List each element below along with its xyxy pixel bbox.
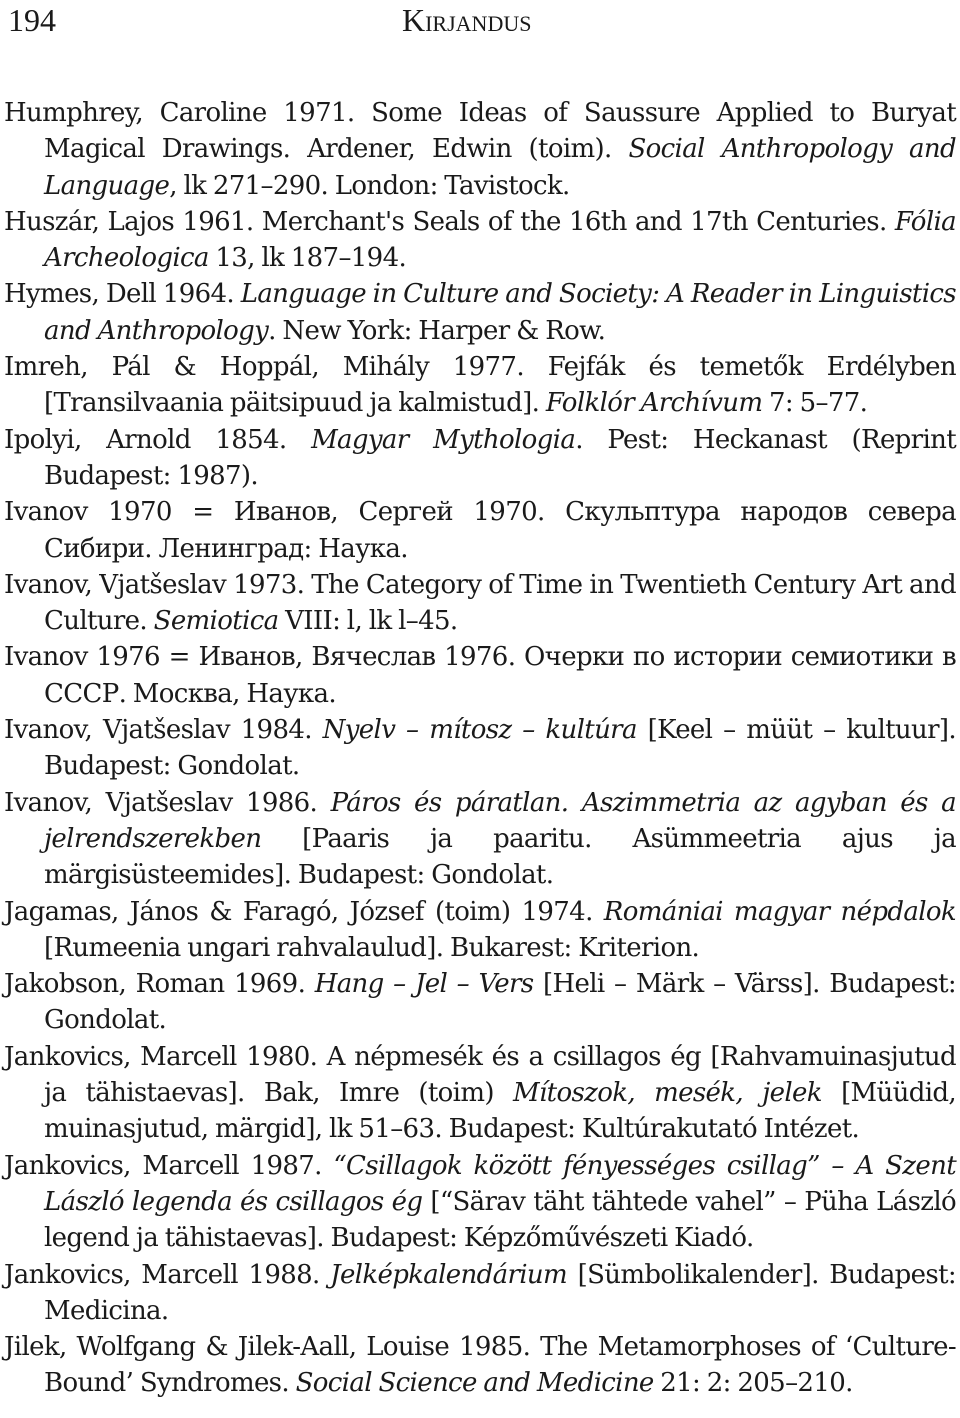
page-number: 194 [8,2,56,38]
bibliography-entry: Ivanov, Vjatšeslav 1973. The Category of Time in Twentieth Century Art and Culture. Semiotica VIII: l, lk l–45. [4,569,956,637]
bibliography-list [4,95,956,1402]
bibliography-entry: Ivanov 1976 = Иванов, Вячеслав 1976. Очерки по истории семиотики в СССР. Москва, Наука. [4,642,956,709]
bibliography-entry: Jakobson, Roman 1969. Hang – Jel – Vers [Heli – Märk – Värss]. Budapest: Gondolat. [4,969,956,1036]
running-header [4,0,956,40]
bibliography-entry: Imreh, Pál & Hoppál, Mihály 1977. Fejfák és temetők Erdélyben [Transilvaania päitsipuud ja kalmistud]. Folklór Archívum 7: 5–77. [4,352,956,419]
bibliography-entry: Jankovics, Marcell 1980. A népmesék és a csillagos ég [Rahvamuinasjutud ja tähistaevas]. Bak, Imre (toim) Mítoszok, mesék, jelek [Müüdid, muinasjutud, märgid], lk 51–63. Budapest: Kultúrakutató Intézet. [4,1041,956,1145]
bibliography-entry: Humphrey, Caroline 1971. Some Ideas of Saussure Applied to Buryat Magical Drawings. Ardener, Edwin (toim). Social Anthropology and Language, lk 271–290. London: Tavistock. [4,98,956,201]
bibliography-entry: Jilek, Wolfgang & Jilek-Aall, Louise 1985. The Metamorphoses of ‘Culture-Bound’ Syndromes. Social Science and Medicine 21: 2: 205–210. [4,1332,956,1399]
running-title: Kirjandus [402,2,532,38]
bibliography-entry: Ivanov, Vjatšeslav 1986. Páros és páratlan. Aszimmetria az agyban és a jelrendszerekben [Paaris ja paaritu. Asümmeetria ajus ja märgisüsteemides]. Budapest: Gondolat. [4,787,956,891]
bibliography-entry: Jankovics, Marcell 1988. Jelképkalendárium [Sümbolikalender]. Budapest: Medicina. [4,1259,957,1326]
bibliography-entry: Ivanov, Vjatšeslav 1984. Nyelv – mítosz – kultúra [Keel – müüt – kultuur]. Budapest: Gondolat. [4,715,957,782]
bibliography-entry: Jankovics, Marcell 1987. “Csillagok között fényességes csillag” – A Szent László legenda és csillagos ég [“Särav täht tähtede vahel” – Püha László legend ja tähistaevas]. Budapest: Képzőművészeti Kiadó. [4,1150,956,1254]
bibliography-entry: Huszár, Lajos 1961. Merchant's Seals of the 16th and 17th Centuries. Fólia Archeologica 13, lk 187–194. [4,206,956,274]
bibliography-entry: Hymes, Dell 1964. Language in Culture and Society: A Reader in Linguistics and Anthropology. New York: Harper & Row. [4,279,956,346]
bibliography-entry: Jagamas, János & Faragó, József (toim) 1974. Romániai magyar népdalok [Rumeenia ungari rahvalaulud]. Bukarest: Kriterion. [4,896,956,963]
bibliography-entry: Ivanov 1970 = Иванов, Сергей 1970. Скульптура народов севера Сибири. Ленинград: Наука. [4,497,956,564]
bibliography-entry: Ipolyi, Arnold 1854. Magyar Mythologia. Pest: Heckanast (Reprint Budapest: 1987). [4,424,957,491]
